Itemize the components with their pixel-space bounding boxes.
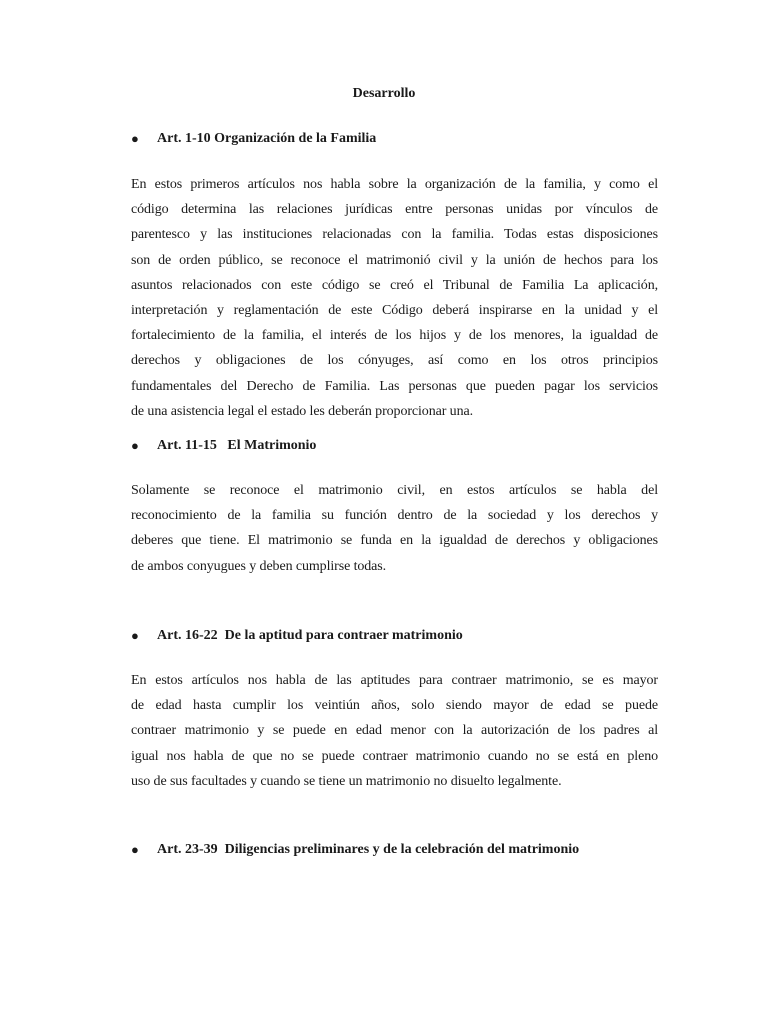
section-heading-text: Art. 16-22 De la aptitud para contraer matrimonio bbox=[157, 628, 463, 643]
paragraph-line: derechos y obligaciones de los cónyuges, así como en los otros principios bbox=[131, 353, 658, 369]
paragraph-line: son de orden público, se reconoce el matrimonió civil y la unión de hechos para los bbox=[131, 252, 658, 268]
paragraph-line: fundamentales del Derecho de Familia. Las personas que pueden pagar los servicios bbox=[131, 378, 658, 394]
paragraph-line: código determina las relaciones jurídicas entre personas unidas por vínculos de bbox=[131, 202, 658, 218]
bullet-icon: ● bbox=[131, 628, 139, 643]
bullet-icon: ● bbox=[131, 131, 139, 146]
paragraph-line: contraer matrimonio y se puede en edad menor con la autorización de los padres al bbox=[131, 723, 658, 739]
section-paragraph-1 bbox=[131, 172, 658, 424]
section-paragraph-2 bbox=[131, 478, 658, 579]
bullet-icon: ● bbox=[131, 842, 139, 857]
paragraph-line: deberes que tiene. El matrimonio se funda en la igualdad de derechos y obligaciones bbox=[131, 533, 658, 549]
section-heading-text: Art. 11-15 El Matrimonio bbox=[157, 438, 317, 453]
paragraph-line: parentesco y las instituciones relacionadas con la familia. Todas estas disposiciones bbox=[131, 227, 658, 243]
bullet-icon: ● bbox=[131, 438, 139, 453]
paragraph-line: fortalecimiento de la familia, el interés de los hijos y de los menores, la igualdad de bbox=[131, 328, 658, 344]
paragraph-line: Solamente se reconoce el matrimonio civil, en estos artículos se habla del bbox=[131, 483, 658, 498]
paragraph-line: igual nos habla de que no se puede contraer matrimonio cuando no se está en pleno bbox=[131, 748, 658, 764]
paragraph-line: En estos artículos nos habla de las aptitudes para contraer matrimonio, se es mayor bbox=[131, 673, 658, 688]
paragraph-line: de edad hasta cumplir los veintiún años, solo siendo mayor de edad se puede bbox=[131, 698, 658, 714]
section-heading-text: Art. 1-10 Organización de la Familia bbox=[157, 131, 377, 146]
document-title: Desarrollo bbox=[352, 86, 416, 101]
paragraph-line: En estos primeros artículos nos habla sobre la organización de la familia, y como el bbox=[131, 177, 658, 192]
paragraph-line: de una asistencia legal el estado les deberán proporcionar una. bbox=[131, 403, 473, 419]
paragraph-line: asuntos relacionados con este código se creó el Tribunal de Familia La aplicación, bbox=[131, 277, 658, 293]
paragraph-line: uso de sus facultades y cuando se tiene un matrimonio no disuelto legalmente. bbox=[131, 773, 562, 789]
section-paragraph-3 bbox=[131, 668, 658, 794]
paragraph-line: interpretación y reglamentación de este Código deberá inspirarse en la unidad y el bbox=[131, 302, 658, 318]
section-heading-text: Art. 23-39 Diligencias preliminares y de la celebración del matrimonio bbox=[157, 842, 580, 857]
paragraph-line: de ambos conyugues y deben cumplirse todas. bbox=[131, 558, 387, 574]
paragraph-line: reconocimiento de la familia su función dentro de la sociedad y los derechos y bbox=[131, 508, 658, 524]
